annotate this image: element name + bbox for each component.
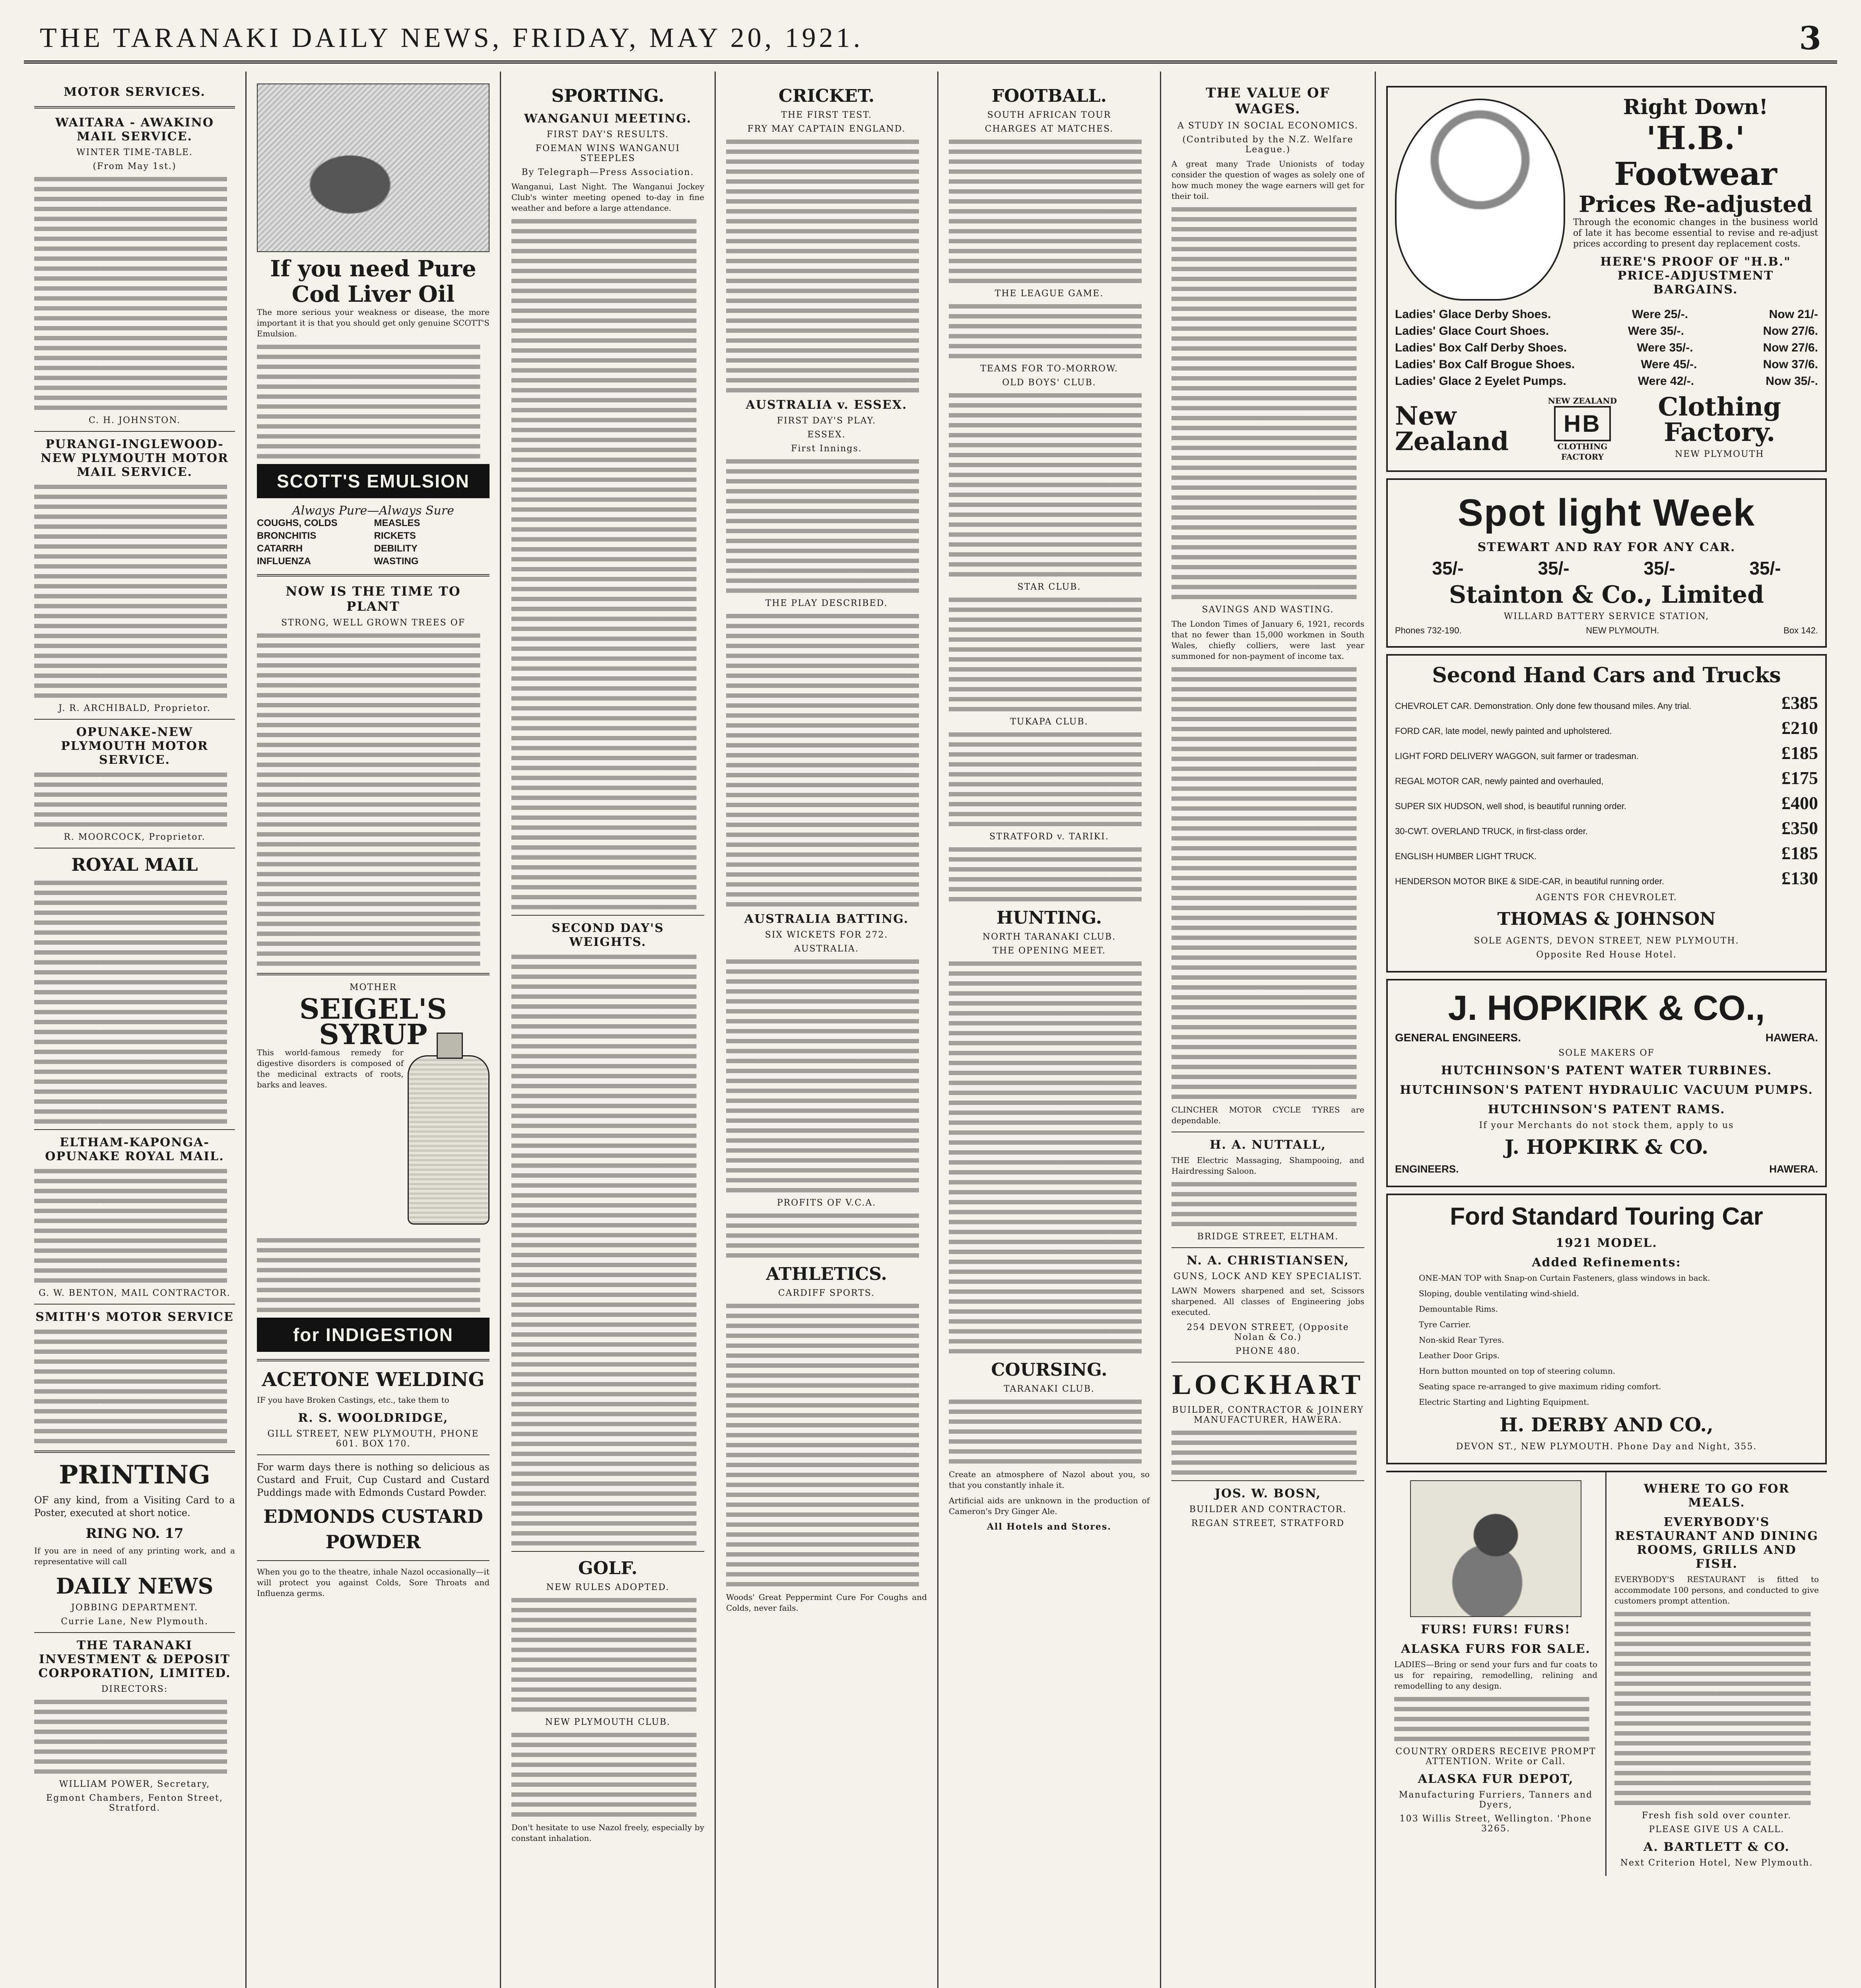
egmont: Egmont Chambers, Fenton Street, Stratford. — [46, 1793, 223, 1813]
taranaki-club: TARANAKI CLUB. — [1003, 1384, 1095, 1394]
masthead — [24, 16, 1837, 64]
ford-item: Electric Starting and Lighting Equipment. — [1419, 1397, 1589, 1407]
ford-refine: Added Refinements: — [1532, 1256, 1681, 1270]
opunake-title: OPUNAKE-NEW PLYMOUTH MOTOR SERVICE. — [61, 725, 208, 767]
column-sporting — [501, 72, 716, 1988]
bottom-ads — [1386, 1471, 1827, 1876]
royal-mail-title: ROYAL MAIL — [71, 855, 198, 875]
savings-more — [1171, 667, 1364, 1099]
np-club: NEW PLYMOUTH CLUB. — [545, 1717, 671, 1727]
archibald: J. R. ARCHIBALD, Proprietor. — [58, 703, 211, 713]
ford-item: Leather Door Grips. — [1419, 1351, 1500, 1360]
always-pure: Always Pure—Always Sure — [292, 504, 454, 518]
tukapa-text — [949, 732, 1150, 826]
cod-liver-oil-more — [257, 345, 490, 458]
essex-heading: ESSEX. — [807, 430, 846, 440]
column-cricket — [716, 72, 938, 1988]
indigestion-banner: for INDIGESTION — [257, 1318, 490, 1352]
furs-more — [1394, 1697, 1597, 1741]
first-day-results: FIRST DAY'S RESULTS. — [546, 130, 669, 140]
country-orders: COUNTRY ORDERS RECEIVE PROMPT ATTENTION. Write or Call. — [1395, 1747, 1596, 1767]
column-wages — [1161, 72, 1376, 1988]
new-plymouth: NEW PLYMOUTH — [1675, 449, 1764, 459]
wanganui-heading: WANGANUI MEETING. — [524, 112, 692, 126]
car-listing: REGAL MOTOR CAR, newly painted and overhauled, £175 — [1395, 768, 1818, 788]
fox-illustration — [1410, 1480, 1581, 1617]
acetone-text: IF you have Broken Castings, etc., take them to — [257, 1395, 449, 1405]
cameron-stores: All Hotels and Stores. — [987, 1522, 1112, 1532]
ford-item: Non-skid Rear Tyres. — [1419, 1335, 1504, 1345]
lockhart-logo: LOCKHART — [1172, 1369, 1364, 1400]
depot-sub: Manufacturing Furriers, Tanners and Dyers, — [1399, 1790, 1593, 1810]
hb-logo: NEW ZEALAND HB CLOTHING FACTORY — [1548, 396, 1617, 462]
weights-block — [511, 955, 704, 1545]
car-listing: CHEVROLET CAR. Demonstration. Only done few thousand miles. Any trial. £385 — [1395, 693, 1818, 713]
np2: NEW PLYMOUTH. — [1586, 625, 1659, 635]
johnston: C. H. JOHNSTON. — [88, 415, 181, 425]
sporting-heading: SPORTING. — [551, 86, 664, 106]
ailment: COUGHS, COLDS — [257, 518, 338, 528]
new-zealand: New Zealand — [1395, 401, 1509, 456]
shoe-price-row: Ladies' Glace Court Shoes. Were 35/-. Now 27/6. — [1395, 324, 1818, 338]
sa-tour-text — [949, 140, 1150, 283]
turbine: HUTCHINSON'S PATENT HYDRAULIC VACUUM PUMPS. — [1400, 1083, 1813, 1097]
stratford-tariki: STRATFORD v. TARIKI. — [989, 832, 1109, 842]
wooldridge-address: GILL STREET, NEW PLYMOUTH, PHONE 601. BOX 170. — [267, 1429, 479, 1449]
waitara-subtitle: WINTER TIME-TABLE. — [76, 148, 193, 157]
derby: H. DERBY AND CO., — [1500, 1414, 1713, 1436]
australia-heading: AUSTRALIA. — [794, 944, 859, 954]
aus-batting: AUSTRALIA BATTING. — [744, 912, 909, 926]
ailment: RICKETS — [374, 530, 416, 541]
woods-ad: Woods' Great Peppermint Cure For Coughs and Colds, never fails. — [726, 1592, 927, 1613]
golf-heading: GOLF. — [578, 1558, 637, 1578]
seigels-more — [257, 1238, 490, 1312]
ailment: DEBILITY — [374, 543, 418, 554]
ford-ad — [1386, 1194, 1827, 1464]
star-club: STAR CLUB. — [1017, 582, 1081, 592]
edmonds-text: For warm days there is nothing so delicious as Custard and Fruit, Cup Custard and Custard Puddings made with Edmonds Custard Powder. — [257, 1462, 490, 1498]
wages-study: A STUDY IN SOCIAL ECONOMICS. — [1177, 121, 1358, 131]
hb-footwear-ad — [1386, 86, 1827, 472]
essex-scores — [726, 459, 927, 593]
newspaper-title: THE TARANAKI DAILY NEWS, FRIDAY, MAY 20, 1921. — [40, 23, 864, 53]
page-number: 3 — [1799, 19, 1821, 57]
investment-title: THE TARANAKI INVESTMENT & DEPOSIT CORPORATION, LIMITED. — [38, 1639, 231, 1680]
play-described-text — [726, 614, 927, 907]
savings-text: The London Times of January 6, 1921, records that no fewer than 15,000 workmen in South Wales, chiefly colliers, were last year summoned for non-payment of income tax. — [1171, 619, 1364, 661]
cricket-heading: CRICKET. — [778, 86, 875, 106]
nuttall-text: THE Electric Massaging, Shampooing, and Hairdressing Saloon. — [1171, 1155, 1364, 1176]
lockhart-sub: BUILDER, CONTRACTOR & JOINERY MANUFACTURER, HAWERA. — [1172, 1405, 1364, 1425]
syrup-bottle-illustration — [408, 1055, 490, 1225]
foeman-wins: FOEMAN WINS WANGANUI STEEPLES — [535, 144, 680, 163]
currie-lane: Currie Lane, New Plymouth. — [61, 1617, 208, 1627]
everybodys-title: EVERYBODY'S RESTAURANT AND DINING ROOMS, GRILLS AND FISH. — [1615, 1515, 1818, 1571]
everybodys-restaurant-ad — [1607, 1472, 1827, 1876]
stratford-text — [949, 847, 1150, 901]
hunting-text — [949, 961, 1150, 1353]
car-listing: FORD CAR, late model, newly painted and upholstered. £210 — [1395, 718, 1818, 738]
second-hand-title: Second Hand Cars and Trucks — [1432, 663, 1781, 687]
ailment: BRONCHITIS — [257, 530, 317, 541]
hopkirk-title-2: J. HOPKIRK & CO. — [1504, 1135, 1709, 1159]
box: Box 142. — [1783, 625, 1818, 635]
general-engineers: GENERAL ENGINEERS. — [1395, 1031, 1521, 1044]
furs-heading: FURS! FURS! FURS! — [1421, 1623, 1571, 1637]
press-association: By Telegraph—Press Association. — [521, 167, 694, 177]
smiths-title: SMITH'S MOTOR SERVICE — [35, 1310, 234, 1324]
clothing-factory: Clothing Factory. — [1658, 392, 1781, 447]
purangi-title: PURANGI-INGLEWOOD-NEW PLYMOUTH MOTOR MAIL SERVICE. — [41, 437, 229, 479]
ford-item: Tyre Carrier. — [1419, 1320, 1471, 1329]
second-day-weights: SECOND DAY'S WEIGHTS. — [552, 921, 664, 949]
everybodys-text: EVERYBODY'S RESTAURANT is fitted to accommodate 100 persons, and conducted to give customers prompt attention. — [1614, 1574, 1819, 1606]
please-call: PLEASE GIVE US A CALL. — [1649, 1825, 1785, 1835]
fisherman-illustration — [257, 83, 490, 252]
shoe-price-row: Ladies' Glace Derby Shoes. Were 25/-. Now 21/- — [1395, 308, 1818, 321]
ford-title: Ford Standard Touring Car — [1450, 1203, 1763, 1230]
willard: WILLARD BATTERY SERVICE STATION, — [1504, 612, 1709, 621]
australia-scores — [726, 959, 927, 1192]
hawera: HAWERA. — [1765, 1031, 1818, 1044]
cod-liver-oil-title: If you need Pure Cod Liver Oil — [270, 256, 476, 307]
wages-contrib: (Contributed by the N.Z. Welfare League.) — [1182, 135, 1354, 155]
stainton: Stainton & Co., Limited — [1449, 581, 1764, 609]
first-test-text — [726, 140, 927, 392]
np-club-block — [511, 1733, 704, 1817]
edmonds-logo: EDMONDS CUSTARD POWDER — [263, 1506, 483, 1553]
alaska-depot: ALASKA FUR DEPOT, — [1418, 1772, 1574, 1786]
wages-text: A great many Trade Unionists of today consider the question of wages as solely one of how much money the wage earners will get for their toil. — [1171, 159, 1364, 201]
turbine: HUTCHINSON'S PATENT RAMS. — [1488, 1103, 1725, 1116]
ford-item: Horn button mounted on top of steering column. — [1419, 1366, 1616, 1376]
sa-tour: SOUTH AFRICAN TOUR — [987, 110, 1111, 120]
columns — [24, 72, 1837, 1988]
alaska-furs-ad — [1386, 1472, 1607, 1876]
scotts-emulsion-logo: SCOTT'S EMULSION — [257, 464, 490, 498]
plant-title: NOW IS THE TIME TO PLANT — [286, 584, 461, 614]
alaska-furs: ALASKA FURS FOR SALE. — [1401, 1642, 1591, 1656]
plant-subtitle: STRONG, WELL GROWN TREES OF — [281, 618, 465, 628]
hb-text: Through the economic changes in the business world of late it has become essential to revise and re-adjust prices according to present day replacement costs. — [1573, 217, 1818, 249]
daily-news: DAILY NEWS — [56, 1573, 214, 1599]
jobbing: JOBBING DEPARTMENT. — [71, 1603, 198, 1613]
play-described: THE PLAY DESCRIBED. — [765, 598, 888, 608]
purangi-block — [34, 485, 235, 698]
eltham-block — [34, 1169, 235, 1283]
hopkirk-title: J. HOPKIRK & CO., — [1448, 988, 1765, 1027]
six-wickets: SIX WICKETS FOR 272. — [765, 930, 888, 940]
waitara-title: WAITARA - AWAKINO MAIL SERVICE. — [55, 116, 214, 144]
shoe-illustration — [1395, 99, 1565, 301]
ailment: INFLUENZA — [257, 556, 311, 567]
derby-address: DEVON ST., NEW PLYMOUTH. Phone Day and Night, 355. — [1456, 1442, 1757, 1452]
nt-club: NORTH TARANAKI CLUB. — [982, 932, 1116, 942]
first-test: THE FIRST TEST. — [781, 110, 872, 120]
royal-mail-block — [34, 881, 235, 1124]
fry-captain: FRY MAY CAPTAIN ENGLAND. — [747, 124, 906, 134]
shoe-price-row: Ladies' Box Calf Derby Shoes. Were 35/-. Now 27/6. — [1395, 341, 1818, 354]
timetable-block — [34, 177, 235, 410]
merchants: If your Merchants do not stock them, apply to us — [1479, 1120, 1734, 1130]
star-text — [949, 598, 1150, 711]
shoe-price-row: Ladies' Glace 2 Eyelet Pumps. Were 42/-. Now 35/-. — [1395, 375, 1818, 388]
coursing-text — [949, 1400, 1150, 1464]
opunake-block — [34, 773, 235, 827]
column-ads-right — [1376, 72, 1837, 1988]
football-heading: FOOTBALL. — [991, 86, 1107, 106]
fresh-fish: Fresh fish sold over counter. — [1641, 1811, 1792, 1821]
car-listing: ENGLISH HUMBER LIGHT TRUCK. £185 — [1395, 843, 1818, 863]
eltham-title: ELTHAM-KAPONGA-OPUNAKE ROYAL MAIL. — [45, 1136, 224, 1163]
ford-item: Sloping, double ventilating wind-shield. — [1419, 1289, 1579, 1298]
cod-liver-oil-text: The more serious your weakness or disease, the more important it is that you should get only genuine SCOTT'S Emulsion. — [257, 307, 490, 338]
christiansen-sub: GUNS, LOCK AND KEY SPECIALIST. — [1173, 1272, 1362, 1281]
lawn-mowers: LAWN Mowers sharpened and set, Scissors sharpened. All classes of Engineering jobs executed. — [1171, 1286, 1364, 1317]
hunting-heading: HUNTING. — [996, 908, 1102, 928]
restaurant-more — [1614, 1612, 1819, 1805]
aus-essex: AUSTRALIA v. ESSEX. — [746, 398, 907, 412]
first-innings: First Innings. — [791, 444, 862, 454]
trees-list — [257, 633, 490, 966]
seigels-text: This world-famous remedy for digestive disorders is composed of the medicinal extracts of roots, barks and leaves. — [257, 1048, 404, 1089]
column-ads-left — [247, 72, 501, 1988]
directors-block — [34, 1700, 235, 1774]
charges: CHARGES AT MATCHES. — [985, 124, 1114, 134]
nazol-text: When you go to the theatre, inhale Nazol occasionally—it will protect you against Colds, Sore Throats and Influenza germs. — [257, 1567, 490, 1598]
turbine: HUTCHINSON'S PATENT WATER TURBINES. — [1441, 1064, 1772, 1077]
column-football — [938, 72, 1161, 1988]
wooldridge: R. S. WOOLDRIDGE, — [298, 1411, 449, 1425]
hb-footwear: 'H.B.' Footwear — [1614, 119, 1777, 192]
nuttall-name: H. A. NUTTALL, — [1210, 1138, 1326, 1152]
acetone-title: ACETONE WELDING — [262, 1369, 485, 1391]
wages-more — [1171, 207, 1364, 599]
ladies-furs: LADIES—Bring or send your furs and fur coats to us for repairing, remodelling, relining and remodelling to any design. — [1394, 1660, 1597, 1691]
ford-item: Seating space re-arranged to give maximum riding comfort. — [1419, 1382, 1661, 1391]
sole-makers: SOLE MAKERS OF — [1558, 1048, 1655, 1058]
phone: PHONE 480. — [1235, 1346, 1301, 1356]
bartlett-address: Next Criterion Hotel, New Plymouth. — [1620, 1858, 1813, 1868]
power: WILLIAM POWER, Secretary, — [59, 1779, 210, 1789]
nazol-atmosphere: Create an atmosphere of Nazol about you, so that you constantly inhale it. — [949, 1470, 1150, 1490]
old-boys-text — [949, 393, 1150, 577]
where-to-go: WHERE TO GO FOR MEALS. — [1643, 1482, 1790, 1510]
profits-text — [726, 1213, 927, 1258]
bosn-address: REGAN STREET, STRATFORD — [1191, 1518, 1345, 1528]
bosn-name: JOS. W. BOSN, — [1214, 1487, 1321, 1501]
clincher-text: CLINCHER MOTOR CYCLE TYRES are dependable. — [1171, 1105, 1364, 1125]
wages-heading: THE VALUE OF WAGES. — [1206, 85, 1330, 117]
spotlight-prices: 35/- 35/- 35/- 35/- — [1432, 558, 1781, 579]
devon-address: 254 DEVON STREET, (Opposite Nolan & Co.) — [1187, 1322, 1349, 1342]
phones: Phones 732-190. — [1395, 625, 1462, 635]
ailment: MEASLES — [374, 518, 420, 528]
seigels-mother: MOTHER — [349, 982, 397, 992]
ring-text: If you are in need of any printing work, and a representative will call — [34, 1546, 235, 1566]
agents: AGENTS FOR CHEVROLET. — [1535, 893, 1678, 903]
ford-model: 1921 MODEL. — [1556, 1236, 1657, 1250]
stewart-ray: STEWART AND RAY FOR ANY CAR. — [1477, 540, 1736, 554]
ailment: CATARRH — [257, 543, 303, 554]
smiths-block — [34, 1330, 235, 1443]
opposite: Opposite Red House Hotel. — [1536, 950, 1677, 960]
depot-address: 103 Willis Street, Wellington. 'Phone 3265. — [1399, 1814, 1592, 1834]
moorcock: R. MOORCOCK, Proprietor. — [64, 832, 206, 842]
right-down: Right Down! — [1623, 95, 1768, 119]
coursing-heading: COURSING. — [991, 1360, 1107, 1380]
shoe-prices — [1395, 308, 1818, 388]
nuttall-more — [1171, 1182, 1364, 1226]
sole-agents: SOLE AGENTS, DEVON STREET, NEW PLYMOUTH. — [1474, 936, 1739, 946]
car-listing: SUPER SIX HUDSON, well shod, is beautiful running order. £400 — [1395, 793, 1818, 813]
car-listing: HENDERSON MOTOR BIKE & SIDE-CAR, in beautiful running order. £130 — [1395, 868, 1818, 888]
ailment: WASTING — [374, 556, 419, 567]
prices-readjusted: Prices Re-adjusted — [1579, 191, 1812, 217]
hopkirk-ad — [1386, 979, 1827, 1187]
printing-heading: PRINTING — [59, 1460, 210, 1490]
thomas-johnson: THOMAS & JOHNSON — [1497, 909, 1716, 929]
first-day-play: FIRST DAY'S PLAY. — [777, 416, 876, 426]
teams-tomorrow: TEAMS FOR TO-MORROW. — [980, 364, 1118, 374]
old-boys: OLD BOYS' CLUB. — [1002, 378, 1096, 388]
engineers: ENGINEERS. — [1395, 1163, 1459, 1175]
golf-subheading: NEW RULES ADOPTED. — [546, 1582, 670, 1592]
ford-item: ONE-MAN TOP with Snap-on Curtain Fasteners, glass windows in back. — [1419, 1273, 1710, 1283]
hawera-2: HAWERA. — [1769, 1163, 1818, 1175]
athletics-heading: ATHLETICS. — [766, 1264, 887, 1284]
wanganui-intro: Wanganui, Last Night. The Wanganui Jockey Club's winter meeting opened to-day in fine weather and before a large attendance. — [511, 182, 704, 213]
bosn-sub: BUILDER AND CONTRACTOR. — [1189, 1505, 1347, 1514]
league-game: THE LEAGUE GAME. — [995, 289, 1104, 299]
bartlett: A. BARTLETT & CO. — [1643, 1840, 1790, 1854]
christiansen-name: N. A. CHRISTIANSEN, — [1187, 1254, 1349, 1268]
nuttall-address: BRIDGE STREET, ELTHAM. — [1197, 1232, 1339, 1242]
car-listing: 30-CWT. OVERLAND TRUCK, in first-class order. £350 — [1395, 818, 1818, 838]
seigels-syrup-logo: SEIGEL'S SYRUP — [299, 992, 447, 1051]
race-results — [511, 219, 704, 909]
savings-heading: SAVINGS AND WASTING. — [1202, 605, 1334, 615]
hb-proof: HERE'S PROOF OF "H.B." PRICE-ADJUSTMENT BARGAINS. — [1600, 255, 1791, 297]
profits-vca: PROFITS OF V.C.A. — [777, 1198, 876, 1208]
ailments-grid — [257, 518, 490, 567]
cardiff-results — [726, 1304, 927, 1586]
waitara-from: (From May 1st.) — [93, 161, 177, 171]
column-motor-services — [24, 72, 247, 1988]
second-hand-cars-ad — [1386, 654, 1827, 973]
spotlight-week-ad — [1386, 478, 1827, 648]
tukapa-club: TUKAPA CLUB. — [1010, 717, 1088, 727]
nazol-note: Don't hesitate to use Nazol freely, especially by constant inhalation. — [511, 1823, 704, 1843]
shoe-price-row: Ladies' Box Calf Brogue Shoes. Were 45/-. Now 37/6. — [1395, 358, 1818, 371]
printing-text: OF any kind, from a Visiting Card to a Poster, executed at short notice. — [34, 1495, 235, 1518]
ring-number: RING NO. 17 — [85, 1526, 184, 1541]
league-text — [949, 304, 1150, 358]
car-listing: LIGHT FORD DELIVERY WAGGON, suit farmer or tradesman. £185 — [1395, 743, 1818, 763]
spotlight-title: Spot light Week — [1457, 491, 1756, 534]
cardiff-sports: CARDIFF SPORTS. — [778, 1288, 875, 1298]
lockhart-text — [1171, 1431, 1364, 1475]
opening-meet: THE OPENING MEET. — [993, 946, 1106, 956]
ford-item: Demountable Rims. — [1419, 1304, 1498, 1314]
directors: DIRECTORS: — [101, 1684, 168, 1694]
cameron-ad: Artificial aids are unknown in the production of Cameron's Dry Ginger Ale. — [949, 1496, 1150, 1516]
benton: G. W. BENTON, MAIL CONTRACTOR. — [39, 1288, 231, 1298]
golf-block — [511, 1598, 704, 1712]
motor-services-heading: MOTOR SERVICES. — [64, 85, 206, 99]
